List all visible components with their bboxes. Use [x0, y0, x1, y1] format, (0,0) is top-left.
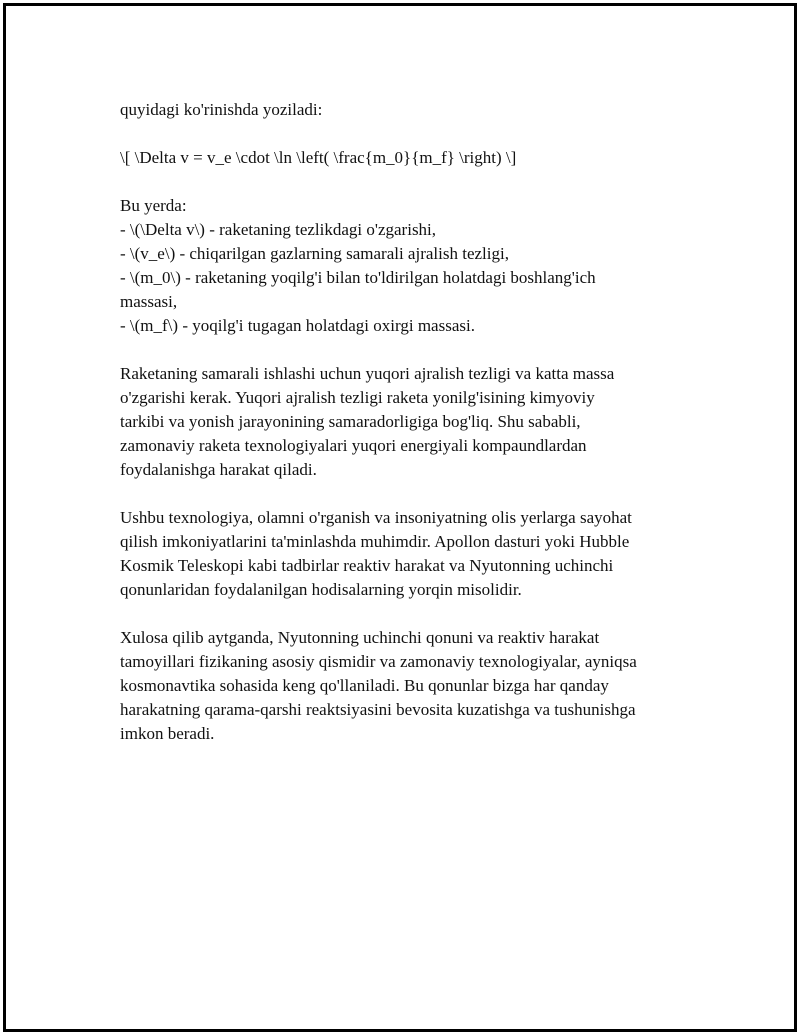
document-body: [120, 98, 700, 746]
paragraph-3-line: imkon beradi.: [120, 724, 215, 743]
paragraph-1-line: zamonaviy raketa texnologiyalari yuqori energiyali kompaundlardan: [120, 436, 587, 455]
paragraph-spacer: [120, 338, 700, 362]
paragraph-3-line: harakatning qarama-qarshi reaktsiyasini bevosita kuzatishga va tushunishga: [120, 700, 636, 719]
paragraph-2-line: Kosmik Teleskopi kabi tadbirlar reaktiv harakat va Nyutonning uchinchi: [120, 556, 614, 575]
paragraph-spacer: [120, 482, 700, 506]
paragraph-2-line: Ushbu texnologiya, olamni o'rganish va insoniyatning olis yerlarga sayohat: [120, 508, 632, 527]
where-heading: Bu yerda:: [120, 196, 187, 215]
paragraph-3-line: tamoyillari fizikaning asosiy qismidir va zamonaviy texnologiyalar, ayniqsa: [120, 652, 637, 671]
definition-line: - \(m_f\) - yoqilg'i tugagan holatdagi oxirgi massasi.: [120, 316, 475, 335]
definition-line: - \(m_0\) - raketaning yoqilg'i bilan to'ldirilgan holatdagi boshlang'ich: [120, 268, 596, 287]
document-page: [3, 3, 797, 1032]
paragraph-spacer: [120, 122, 700, 146]
paragraph-spacer: [120, 170, 700, 194]
paragraph-3-line: Xulosa qilib aytganda, Nyutonning uchinchi qonuni va reaktiv harakat: [120, 628, 600, 647]
paragraph-1-line: tarkibi va yonish jarayonining samaradorligiga bog'liq. Shu sababli,: [120, 412, 581, 431]
paragraph-1-line: foydalanishga harakat qiladi.: [120, 460, 317, 479]
definition-line: - \(v_e\) - chiqarilgan gazlarning samarali ajralish tezligi,: [120, 244, 509, 263]
intro-line: quyidagi ko'rinishda yoziladi:: [120, 100, 323, 119]
paragraph-spacer: [120, 602, 700, 626]
formula-line: \[ \Delta v = v_e \cdot \ln \left( \frac{m_0}{m_f} \right) \]: [120, 148, 517, 167]
definition-line: - \(\Delta v\) - raketaning tezlikdagi o'zgarishi,: [120, 220, 437, 239]
paragraph-2-line: qonunlaridan foydalanilgan hodisalarning yorqin misolidir.: [120, 580, 522, 599]
paragraph-2-line: qilish imkoniyatlarini ta'minlashda muhimdir. Apollon dasturi yoki Hubble: [120, 532, 630, 551]
paragraph-1-line: o'zgarishi kerak. Yuqori ajralish tezligi raketa yonilg'isining kimyoviy: [120, 388, 595, 407]
definition-line: massasi,: [120, 292, 178, 311]
paragraph-3-line: kosmonavtika sohasida keng qo'llaniladi. Bu qonunlar bizga har qanday: [120, 676, 609, 695]
paragraph-1-line: Raketaning samarali ishlashi uchun yuqori ajralish tezligi va katta massa: [120, 364, 615, 383]
